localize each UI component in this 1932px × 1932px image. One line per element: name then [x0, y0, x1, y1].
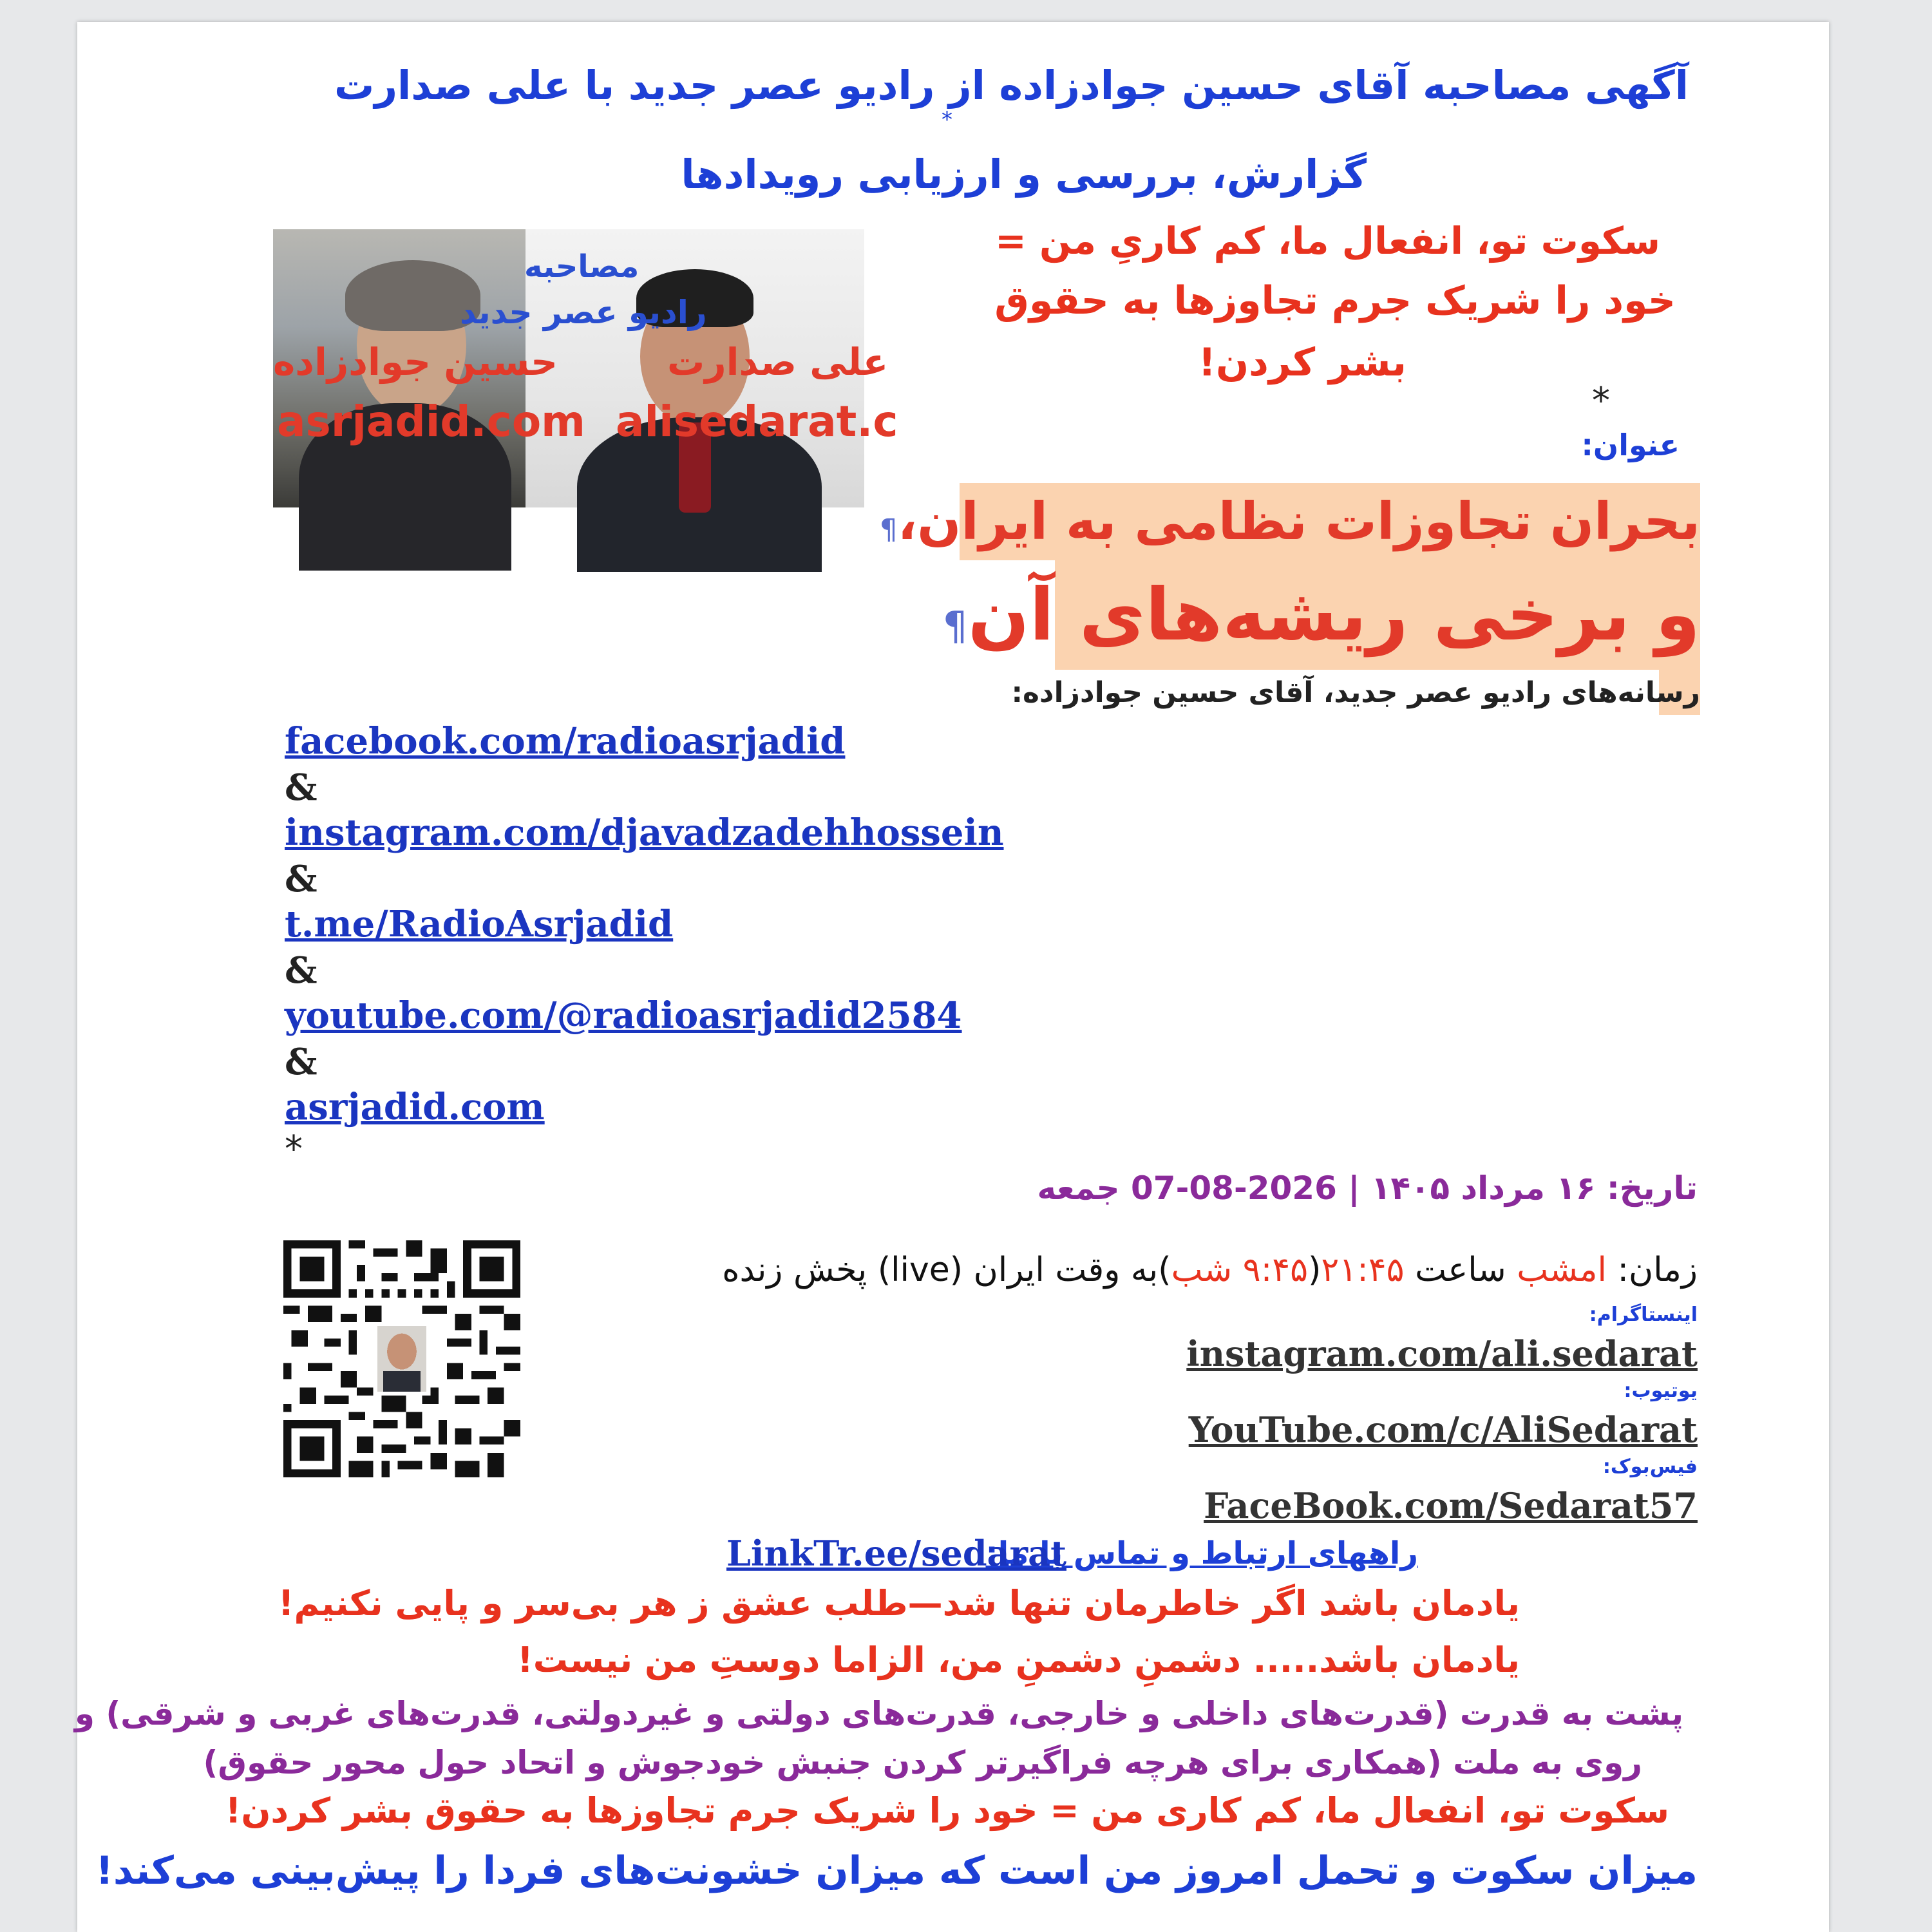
topic-heading-2-text: و برخی ریشه‌های آن [967, 573, 1700, 657]
youtube-label: یوتیوب: [1624, 1379, 1698, 1402]
topic-heading-1 [879, 483, 1700, 560]
link-separator: & [285, 1041, 317, 1083]
link-instagram-djavadzadehhossein[interactable]: instagram.com/djavadzadehhossein [285, 811, 1004, 854]
footer-line-3: پشت به قدرت (قدرت‌های داخلی و خارجی، قدرت‌های دولتی و غیردولتی، قدرت‌های غربی و شرقی) و [74, 1695, 1683, 1732]
slogan-line-3: بشر کردن! [1198, 340, 1406, 385]
photo-label-interview: مصاحبه [524, 249, 639, 285]
date-label: تاریخ: [1606, 1170, 1698, 1207]
photo-label-radio: رادیو عصر جدید [460, 294, 707, 331]
media-label: رسانه‌های رادیو عصر جدید، آقای حسین جوادزاده: [1011, 676, 1700, 709]
time-tail: به وقت ایران (live) پخش زنده [722, 1251, 1159, 1289]
pilcrow-mark: ¶ [942, 603, 968, 649]
link-separator: & [285, 949, 317, 992]
link-facebook-radioasrjadid[interactable]: facebook.com/radioasrjadid [285, 720, 846, 762]
links-star: * [285, 1128, 303, 1170]
topic-heading-2 [942, 560, 1700, 670]
interview-photo [273, 229, 898, 507]
time-label: زمان: [1617, 1251, 1698, 1289]
time-hour-word: ساعت [1415, 1251, 1506, 1289]
photo-name-right: علی صدارت [667, 340, 889, 384]
pilcrow-mark: ¶ [879, 513, 898, 546]
link-separator: & [285, 858, 317, 900]
photo-site-left: asrjadid.com [277, 397, 585, 446]
time-paren-close: ) [1158, 1251, 1171, 1289]
time-24h: ۲۱:۴۵ [1321, 1251, 1405, 1289]
broadcast-time [722, 1251, 1698, 1289]
youtube-link[interactable]: YouTube.com/c/AliSedarat [1188, 1409, 1698, 1450]
topic-label: عنوان: [1581, 428, 1680, 462]
facebook-label: فیس‌بوک: [1602, 1455, 1698, 1478]
time-12h: ۹:۴۵ شب [1171, 1251, 1309, 1289]
footer-line-5: سکوت تو، انفعال ما، کم کاری من = خود را شریک جرم تجاوزها به حقوق بشر کردن! [225, 1790, 1669, 1831]
slogan-line-1: سکوت تو، انفعال ما، کم کاریِ من = [995, 219, 1660, 263]
link-telegram-radioasrjadid[interactable]: t.me/RadioAsrjadid [285, 903, 674, 945]
document-page [74, 22, 1829, 1932]
time-tonight: امشب [1517, 1251, 1607, 1289]
photo-site-right: alisedarat.c [616, 397, 898, 446]
contact-label[interactable]: راههای ارتباط و تماس با ما: [985, 1535, 1418, 1571]
slogan-line-2: خود را شریک جرم تجاوزها به حقوق [994, 278, 1676, 323]
photo-name-left: حسین جوادزاده [273, 340, 558, 384]
time-paren-open: ( [1308, 1251, 1321, 1289]
subtitle: گزارش، بررسی و ارزیابی رویدادها [681, 151, 1367, 198]
footer-line-6: میزان سکوت و تحمل امروز من است که میزان خشونت‌های فردا را پیش‌بینی می‌کند! [95, 1848, 1698, 1893]
facebook-link[interactable]: FaceBook.com/Sedarat57 [1204, 1485, 1698, 1526]
footer-line-2: یادمان باشد..... دشمنِ دشمنِ من، الزاما دوستِ من نیست! [517, 1640, 1520, 1680]
footer-line-1: یادمان باشد اگر خاطرمان تنها شد—طلب عشق ز هر بی‌سر و پایی نکنیم! [278, 1583, 1520, 1624]
topic-star: * [1592, 380, 1610, 422]
instagram-link[interactable]: instagram.com/ali.sedarat [1186, 1333, 1698, 1374]
link-separator: & [285, 766, 317, 809]
linktree-link[interactable]: LinkTr.ee/sedarat [726, 1533, 1067, 1574]
broadcast-date [1037, 1170, 1698, 1207]
link-asrjadid-site[interactable]: asrjadid.com [285, 1086, 545, 1128]
instagram-label: اینستاگرام: [1589, 1303, 1698, 1326]
title-star: * [942, 107, 952, 133]
qr-code[interactable] [283, 1240, 520, 1477]
footer-line-4: روی به ملت (همکاری برای هرچه فراگیرتر کردن جنبش خودجوش و اتحاد حول محور حقوق) [203, 1744, 1642, 1781]
link-youtube-radioasrjadid[interactable]: youtube.com/@radioasrjadid2584 [285, 994, 962, 1037]
date-value: ۱۶ مرداد ۱۴۰۵ | 2026-08-07 جمعه [1037, 1170, 1596, 1207]
announcement-title: آگهی مصاحبه آقای حسین جوادزاده از رادیو عصر جدید با علی صدارت [334, 62, 1689, 109]
topic-heading-1-text: بحران تجاوزات نظامی به ایران، [897, 491, 1700, 551]
